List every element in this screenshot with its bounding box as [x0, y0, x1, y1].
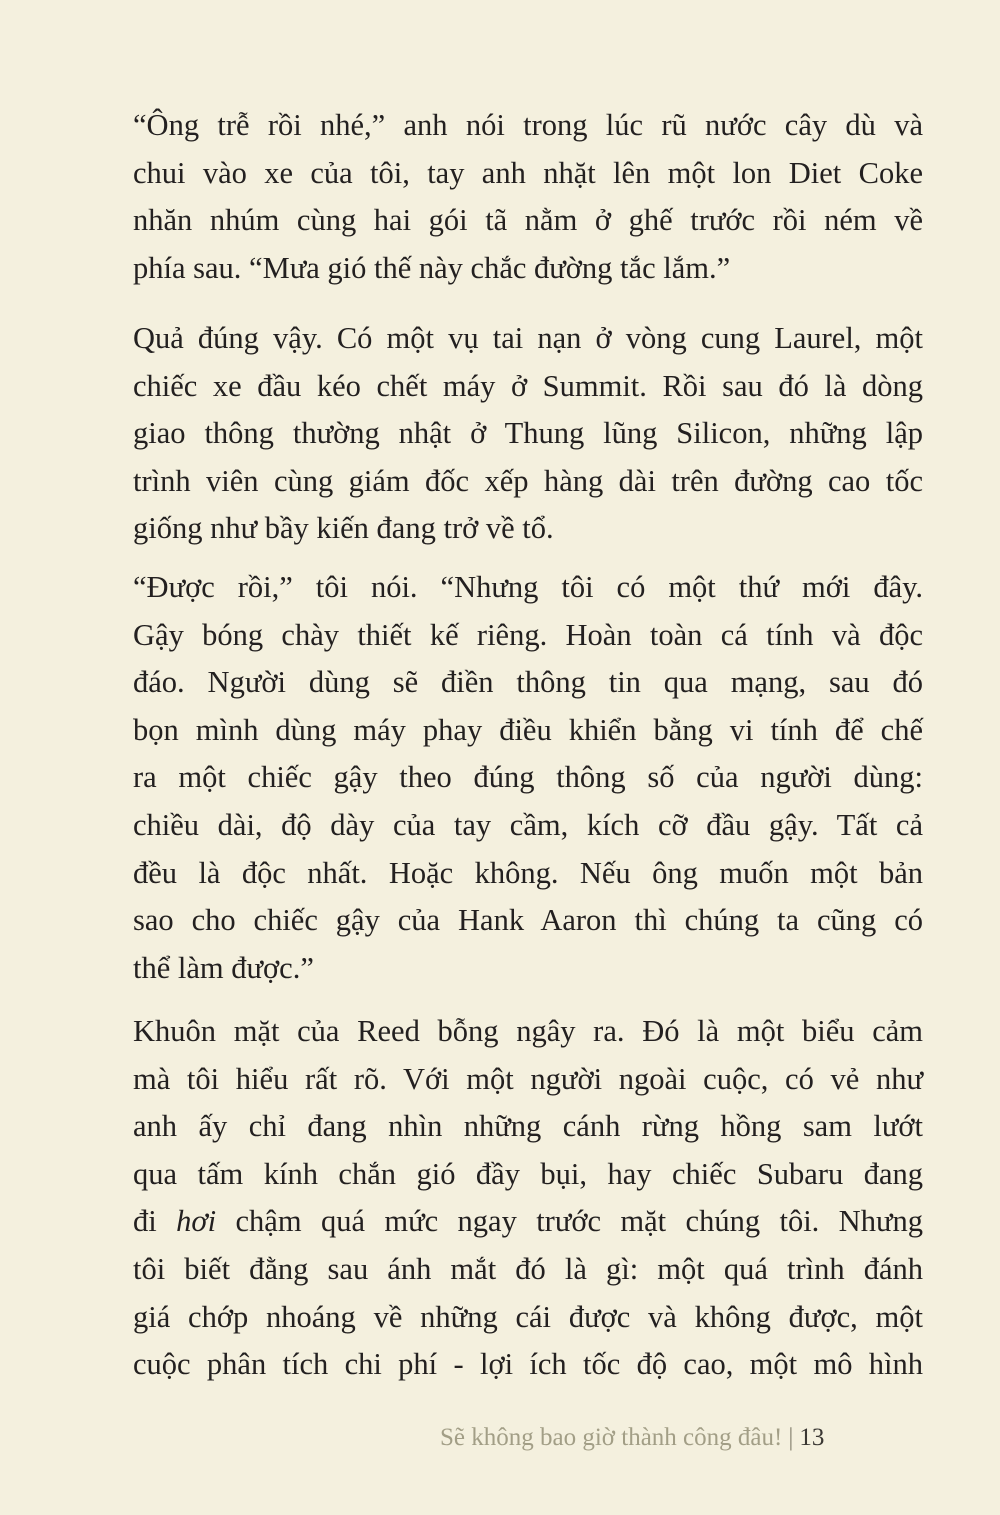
- text-line: phía sau. “Mưa gió thế này chắc đường tắc lắm.”: [133, 250, 731, 285]
- text-line: sao cho chiếc gậy của Hank Aaron thì chúng ta cũng có: [133, 903, 923, 938]
- paragraph: [133, 315, 923, 553]
- paragraph: [133, 564, 923, 992]
- text-line: giá chớp nhoáng về những cái được và không được, một: [133, 1299, 923, 1334]
- text-line: Gậy bóng chày thiết kế riêng. Hoàn toàn cá tính và độc: [133, 617, 923, 652]
- text-segment: chậm quá mức ngay trước mặt chúng tôi. Nhưng: [216, 1204, 923, 1239]
- text-line: anh ấy chỉ đang nhìn những cánh rừng hồng sam lướt: [133, 1109, 923, 1144]
- text-line: cuộc phân tích chi phí - lợi ích tốc độ cao, một mô hình: [133, 1347, 923, 1382]
- text-line: đáo. Người dùng sẽ điền thông tin qua mạng, sau đó: [133, 665, 923, 700]
- text-line: trình viên cùng giám đốc xếp hàng dài trên đường cao tốc: [133, 463, 923, 498]
- text-line: chiều dài, độ dày của tay cầm, kích cỡ đầu gậy. Tất cả: [133, 807, 923, 842]
- text-line: qua tấm kính chắn gió đầy bụi, hay chiếc Subaru đang: [133, 1156, 923, 1191]
- text-line: chiếc xe đầu kéo chết máy ở Summit. Rồi sau đó là dòng: [133, 368, 923, 403]
- text-line: Khuôn mặt của Reed bỗng ngây ra. Đó là một biểu cảm: [133, 1014, 923, 1048]
- text-line: thể làm được.”: [133, 950, 314, 985]
- running-footer: [440, 1422, 940, 1454]
- text-line: chui vào xe của tôi, tay anh nhặt lên một lon Diet Coke: [133, 155, 923, 190]
- text-line: tôi biết đằng sau ánh mắt đó là gì: một quá trình đánh: [133, 1251, 923, 1286]
- text-segment: đi: [133, 1204, 177, 1239]
- text-line: ra một chiếc gậy theo đúng thông số của người dùng:: [133, 760, 923, 795]
- text-line: Quả đúng vậy. Có một vụ tai nạn ở vòng cung Laurel, một: [133, 321, 923, 355]
- italic-word: hơi: [176, 1204, 217, 1239]
- text-line: bọn mình dùng máy phay điều khiển bằng vi tính để chế: [133, 712, 923, 747]
- text-line: [133, 1198, 923, 1246]
- text-line: giao thông thường nhật ở Thung lũng Silicon, những lập: [133, 416, 923, 451]
- text-line: đều là độc nhất. Hoặc không. Nếu ông muốn một bản: [133, 855, 923, 890]
- text-line: giống như bầy kiến đang trở về tổ.: [133, 511, 554, 546]
- text-line: mà tôi hiểu rất rõ. Với một người ngoài cuộc, có vẻ như: [133, 1061, 923, 1096]
- text-line: “Ông trễ rồi nhé,” anh nói trong lúc rũ nước cây dù và: [133, 108, 923, 142]
- paragraph: [133, 1008, 923, 1389]
- page-number: 13: [799, 1424, 825, 1451]
- text-line: nhăn nhúm cùng hai gói tã nằm ở ghế trước rồi ném về: [133, 203, 923, 238]
- book-title: Sẽ không bao giờ thành công đâu!: [440, 1424, 783, 1451]
- footer-separator: |: [788, 1424, 794, 1451]
- text-line: “Được rồi,” tôi nói. “Nhưng tôi có một thứ mới đây.: [133, 570, 923, 604]
- paragraph: [133, 102, 923, 292]
